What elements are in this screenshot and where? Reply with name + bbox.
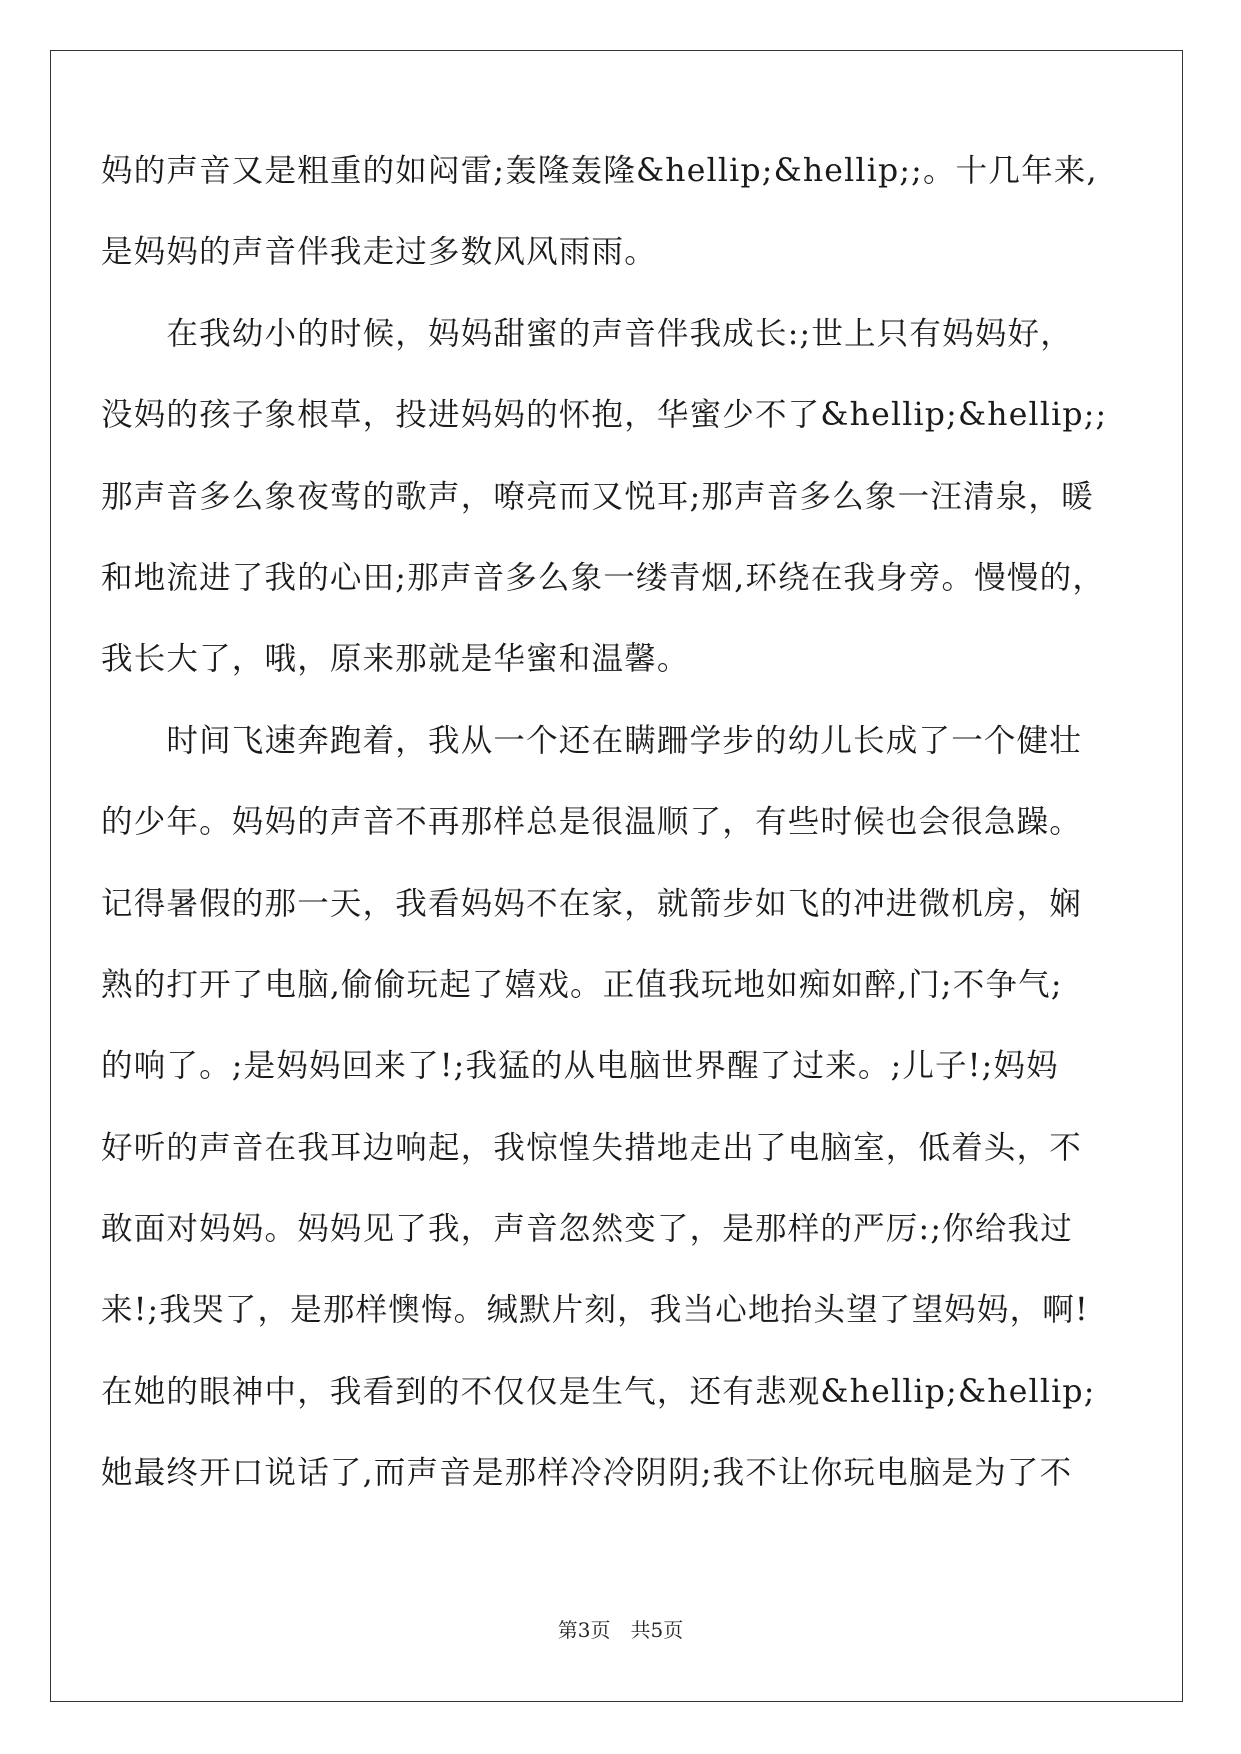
text-line: 的少年。妈妈的声音不再那样总是很温顺了，有些时候也会很急躁。 [101, 804, 1083, 841]
text-line: 和地流进了我的心田;那声音多么象一缕青烟,环绕在我身旁。慢慢的， [101, 559, 1106, 596]
text-line: 那声音多么象夜莺的歌声，嘹亮而又悦耳;那声音多么象一汪清泉，暖 [101, 478, 1094, 515]
text-line: 妈的声音又是粗重的如闷雷;轰隆轰隆&hellip;&hellip;;。十几年来, [101, 153, 1098, 189]
text-line: 熟的打开了电脑,偷偷玩起了嬉戏。正值我玩地如痴如醉,门;不争气; [101, 966, 1063, 1003]
text-line: 记得暑假的那一天，我看妈妈不在家，就箭步如飞的冲进微机房，娴 [101, 885, 1083, 922]
text-line: 好听的声音在我耳边响起，我惊惶失措地走出了电脑室，低着头，不 [101, 1129, 1083, 1166]
text-line: 在她的眼神中，我看到的不仅仅是生气，还有悲观&hellip;&hellip; [101, 1373, 1096, 1410]
text-line: 在我幼小的时候，妈妈甜蜜的声音伴我成长:;世上只有妈妈好， [101, 315, 1073, 352]
text-line: 是妈妈的声音伴我走过多数风风雨雨。 [101, 234, 657, 271]
text-line: 来!;我哭了，是那样懊悔。缄默片刻，我当心地抬头望了望妈妈，啊! [101, 1292, 1089, 1329]
text-line: 没妈的孩子象根草，投进妈妈的怀抱，华蜜少不了&hellip;&hellip;; [101, 397, 1108, 434]
text-line: 我长大了，哦，原来那就是华蜜和温馨。 [101, 641, 690, 678]
text-line: 她最终开口说话了,而声音是那样冷冷阴阴;我不让你玩电脑是为了不 [101, 1455, 1073, 1492]
text-line: 时间飞速奔跑着，我从一个还在瞒跚学步的幼儿长成了一个健壮 [101, 722, 1083, 759]
text-line: 敢面对妈妈。妈妈见了我，声音忽然变了，是那样的严厉:;你给我过 [101, 1211, 1073, 1248]
page-number: 第3页 共5页 [557, 1618, 684, 1642]
document-body [101, 151, 1137, 1535]
text-line: 的响了。;是妈妈回来了!;我猛的从电脑世界醒了过来。;儿子!;妈妈 [101, 1048, 1059, 1085]
